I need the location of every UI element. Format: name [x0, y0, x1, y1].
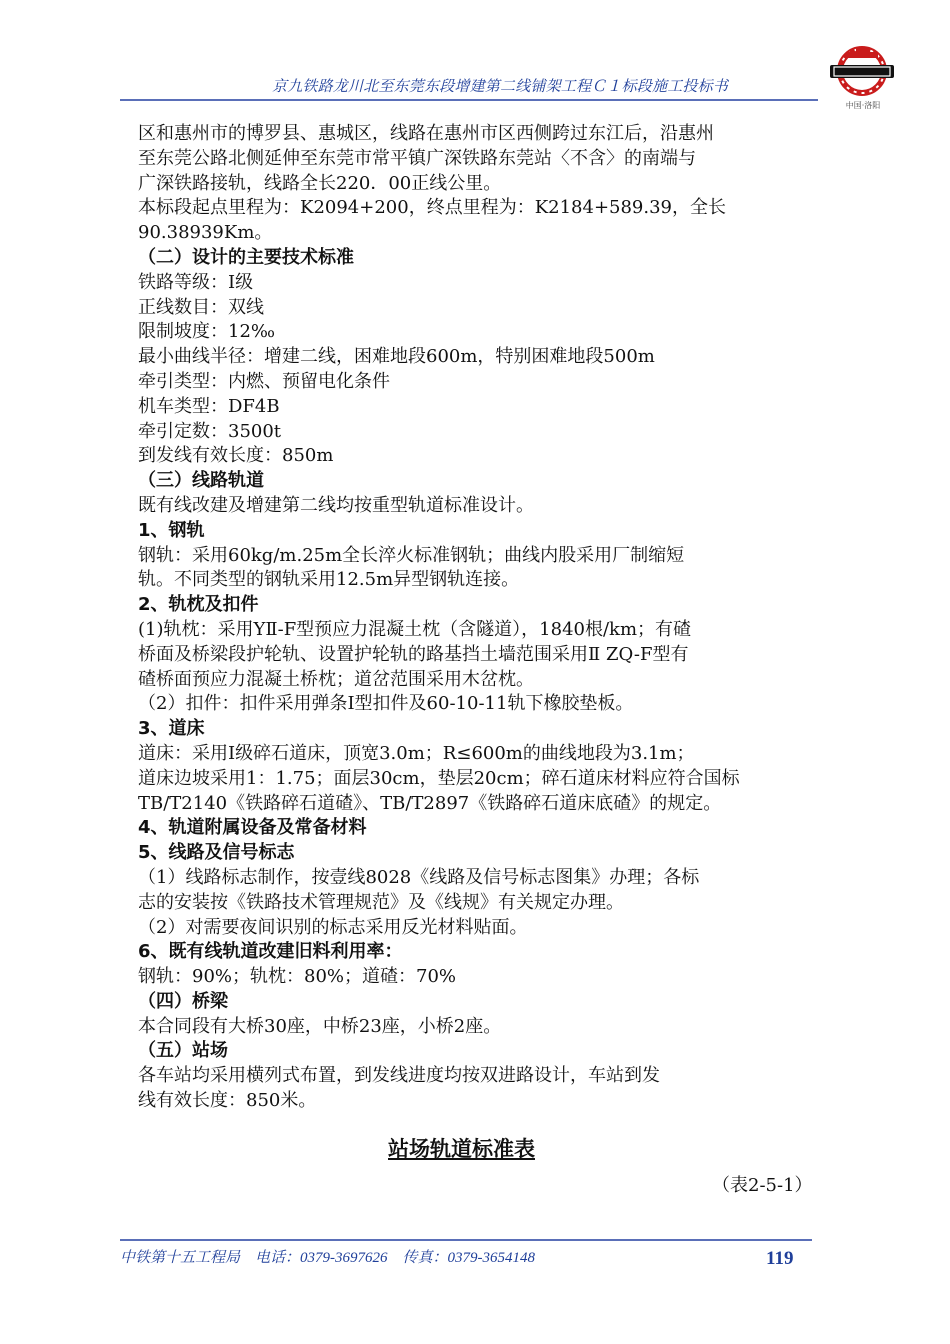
subsection-heading: 2、轨枕及扣件: [138, 594, 259, 616]
spec-line: 限制坡度：12‰: [138, 321, 276, 343]
table-title: 站场轨道标准表: [388, 1137, 535, 1161]
body-line: 桥面及桥梁段护轮轨、设置护轮轨的路基挡土墙范围采用Ⅱ ZQ-F型有: [138, 643, 689, 665]
body-line: TB/T2140《铁路碎石道碴》、TB/T2897《铁路碎石道床底碴》的规定。: [138, 792, 722, 814]
section-heading: （三）线路轨道: [138, 470, 264, 492]
section-heading: （五）站场: [138, 1040, 228, 1062]
subsection-heading: 1、钢轨: [138, 519, 205, 541]
footer-divider: [120, 1239, 812, 1241]
body-line: 本标段起点里程为：K2094+200，终点里程为：K2184+589.39，全长: [138, 197, 727, 219]
footer-company: 中铁第十五工程局: [120, 1250, 241, 1266]
section-heading: （四）桥梁: [138, 990, 228, 1012]
body-line: 90.38939Km。: [138, 222, 273, 244]
subsection-heading: 3、道床: [138, 718, 205, 740]
body-line: 线有效长度：850米。: [138, 1090, 317, 1112]
table-number: （表2-5-1）: [712, 1175, 813, 1196]
body-line: 钢轨：90%；轨枕：80%；道碴：70%: [138, 966, 457, 988]
body-line: （2）对需要夜间识别的标志采用反光材料贴面。: [138, 916, 528, 938]
crec-logo-icon: [828, 44, 896, 96]
body-line: 本合同段有大桥30座，中桥23座，小桥2座。: [138, 1015, 502, 1037]
page-number: 119: [766, 1248, 794, 1269]
spec-line: 最小曲线半径：增建二线，困难地段600m，特别困难地段500m: [138, 346, 655, 368]
body-line: 区和惠州市的博罗县、惠城区，线路在惠州市区西侧跨过东江后，沿惠州: [138, 123, 714, 144]
body-line: 钢轨：采用60kg/m.25m全长淬火标准钢轨；曲线内股采用厂制缩短: [138, 544, 685, 566]
body-line: 道床边坡采用1：1.75；面层30cm，垫层20cm；碎石道床材料应符合国标: [138, 767, 740, 789]
spec-line: 铁路等级：Ⅰ级: [138, 271, 254, 293]
spec-line: 牵引类型：内燃、预留电化条件: [138, 370, 390, 392]
footer-info: [120, 1246, 535, 1267]
spec-line: 机车类型：DF4B: [138, 395, 280, 417]
section-heading: （二）设计的主要技术标准: [138, 246, 354, 268]
body-line: 轨。不同类型的钢轨采用12.5m异型钢轨连接。: [138, 569, 520, 591]
spec-line: 正线数目：双线: [138, 296, 264, 318]
footer-phone: 电话：0379-3697626: [255, 1250, 388, 1266]
body-line: 广深铁路接轨，线路全长220．00正线公里。: [138, 172, 502, 194]
subsection-heading: 6、既有线轨道改建旧料利用率：: [138, 941, 403, 963]
subsection-heading: 5、线路及信号标志: [138, 842, 295, 864]
header-divider: [120, 99, 818, 101]
document-body: [138, 122, 833, 1114]
spec-line: 到发线有效长度：850m: [138, 445, 334, 467]
footer-fax: 传真：0379-3654148: [402, 1250, 536, 1266]
body-line: （1）线路标志制作，按壹线8028《线路及信号标志图集》办理；各标: [138, 866, 700, 888]
body-line: 各车站均采用横列式布置，到发线进度均按双进路设计，车站到发: [138, 1065, 660, 1087]
body-line: 志的安装按《铁路技术管理规范》及《线规》有关规定办理。: [138, 891, 624, 913]
spec-line: 牵引定数：3500t: [138, 420, 282, 442]
body-line: 至东莞公路北侧延伸至东莞市常平镇广深铁路东莞站〈不含〉的南端与: [138, 147, 696, 169]
body-line: 道床：采用Ⅰ级碎石道床，顶宽3.0m；R≤600m的曲线地段为3.1m；: [138, 742, 695, 764]
logo-caption: 中国·洛阳: [845, 101, 881, 110]
body-line: 碴桥面预应力混凝土桥枕；道岔范围采用木岔枕。: [138, 668, 534, 690]
body-line: 既有线改建及增建第二线均按重型轨道标准设计。: [138, 494, 534, 516]
header-title: 京九铁路龙川北至东莞东段增建第二线铺架工程Ｃ１标段施工投标书: [272, 79, 729, 95]
body-line: (1)轨枕：采用YⅡ-F型预应力混凝土枕（含隧道），1840根/km；有碴: [138, 618, 692, 640]
body-line: （2）扣件：扣件采用弹条Ⅰ型扣件及60-10-11轨下橡胶垫板。: [138, 693, 634, 715]
subsection-heading: 4、轨道附属设备及常备材料: [138, 817, 367, 839]
